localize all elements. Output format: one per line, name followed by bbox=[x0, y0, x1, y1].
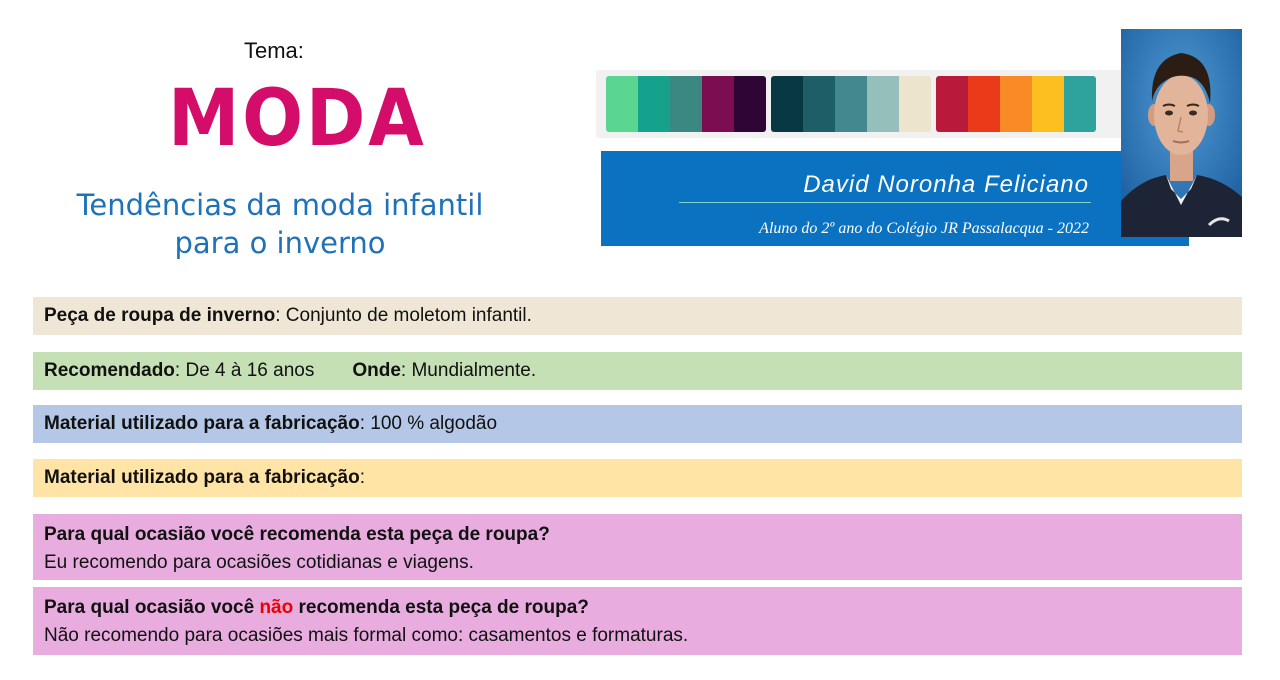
color-swatch bbox=[670, 76, 702, 132]
student-banner bbox=[601, 151, 1189, 246]
subtitle bbox=[60, 186, 500, 262]
color-swatch bbox=[638, 76, 670, 132]
color-swatch bbox=[1032, 76, 1064, 132]
recommended-label: Recomendado bbox=[44, 360, 175, 381]
winter-piece-label: Peça de roupa de inverno bbox=[44, 305, 276, 326]
banner-divider bbox=[679, 202, 1091, 203]
negation-highlight: não bbox=[259, 597, 294, 618]
color-swatch bbox=[803, 76, 835, 132]
winter-piece-value: : Conjunto de moletom infantil. bbox=[275, 305, 532, 326]
color-swatch bbox=[899, 76, 931, 132]
color-swatch bbox=[606, 76, 638, 132]
color-swatch bbox=[702, 76, 734, 132]
question-part-1: Para qual ocasião você bbox=[44, 597, 260, 618]
portrait-image bbox=[1121, 29, 1242, 237]
material-value: : bbox=[359, 467, 365, 488]
material-label: Material utilizado para a fabricação bbox=[44, 413, 360, 434]
student-info: Aluno do 2º ano do Colégio JR Passalacqua - 2022 bbox=[759, 220, 1089, 237]
row-material-2 bbox=[33, 459, 1242, 497]
theme-label: Tema: bbox=[244, 38, 304, 63]
student-name: David Noronha Feliciano bbox=[803, 171, 1089, 198]
palette-group-2 bbox=[771, 76, 931, 132]
where-label: Onde bbox=[352, 360, 401, 381]
row-recommended-occasion bbox=[33, 514, 1242, 580]
not-recommend-question bbox=[44, 597, 589, 618]
material-label: Material utilizado para a fabricação bbox=[44, 467, 360, 488]
palette-group-1 bbox=[606, 76, 766, 132]
where-value: : Mundialmente. bbox=[400, 360, 537, 381]
color-swatch bbox=[771, 76, 803, 132]
color-swatch bbox=[1000, 76, 1032, 132]
not-recommend-answer: Não recomendo para ocasiões mais formal como: casamentos e formaturas. bbox=[44, 625, 689, 646]
page-title: MODA bbox=[168, 74, 427, 164]
row-winter-piece bbox=[33, 297, 1242, 335]
question-part-2: recomenda esta peça de roupa? bbox=[293, 597, 589, 618]
color-swatch bbox=[734, 76, 766, 132]
student-photo bbox=[1121, 29, 1242, 237]
palette-group-3 bbox=[936, 76, 1096, 132]
subtitle-line-2: para o inverno bbox=[174, 226, 386, 260]
recommended-value: : De 4 à 16 anos bbox=[174, 360, 315, 381]
row-material-1 bbox=[33, 405, 1242, 443]
color-swatch bbox=[936, 76, 968, 132]
row-recommended bbox=[33, 352, 1242, 390]
color-palette bbox=[596, 70, 1124, 138]
color-swatch bbox=[968, 76, 1000, 132]
color-swatch bbox=[1064, 76, 1096, 132]
color-swatch bbox=[867, 76, 899, 132]
material-value: : 100 % algodão bbox=[359, 413, 498, 434]
recommend-question: Para qual ocasião você recomenda esta peça de roupa? bbox=[44, 524, 550, 545]
subtitle-line-1: Tendências da moda infantil bbox=[76, 188, 484, 222]
recommend-answer: Eu recomendo para ocasiões cotidianas e viagens. bbox=[44, 552, 474, 573]
row-not-recommended-occasion bbox=[33, 587, 1242, 655]
color-swatch bbox=[835, 76, 867, 132]
